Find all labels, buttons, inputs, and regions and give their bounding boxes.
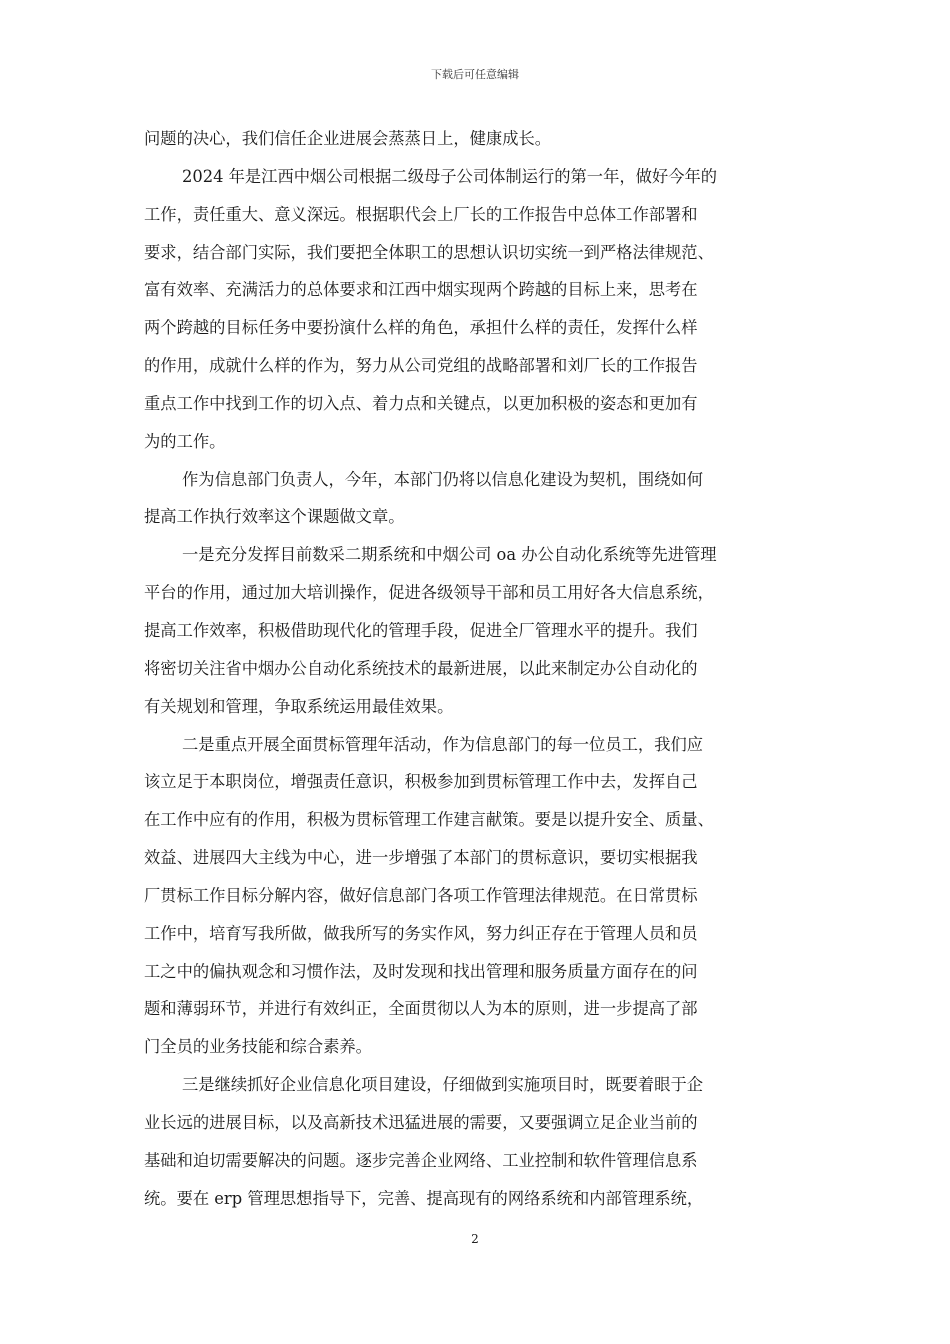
text-line: 统。要在 erp 管理思想指导下，完善、提高现有的网络系统和内部管理系统， xyxy=(144,1188,704,1208)
text-line: 该立足于本职岗位，增强责任意识，积极参加到贯标管理工作中去，发挥自己 xyxy=(144,772,698,792)
page-number: 2 xyxy=(471,1232,479,1246)
text-line: 厂贯标工作目标分解内容，做好信息部门各项工作管理法律规范。在日常贯标 xyxy=(144,885,698,905)
text-line: 业长远的进展目标，以及高新技术迅猛进展的需要，又要强调立足企业当前的 xyxy=(144,1112,698,1132)
text-line: 二是重点开展全面贯标管理年活动，作为信息部门的每一位员工，我们应 xyxy=(182,734,704,754)
text-line: 基础和迫切需要解决的问题。逐步完善企业网络、工业控制和软件管理信息系 xyxy=(144,1150,698,1170)
document-body xyxy=(144,120,808,1217)
text-line: 重点工作中找到工作的切入点、着力点和关键点，以更加积极的姿态和更加有 xyxy=(144,393,698,413)
text-line: 工作中，培育写我所做，做我所写的务实作风，努力纠正存在于管理人员和员 xyxy=(144,923,698,943)
text-line: 门全员的业务技能和综合素养。 xyxy=(144,1037,372,1057)
text-line: 提高工作执行效率这个课题做文章。 xyxy=(144,507,405,527)
text-line: 平台的作用，通过加大培训操作，促进各级领导干部和员工用好各大信息系统， xyxy=(144,583,714,603)
text-line: 要求，结合部门实际，我们要把全体职工的思想认识切实统一到严格法律规范、 xyxy=(144,242,714,262)
text-line: 工作，责任重大、意义深远。根据职代会上厂长的工作报告中总体工作部署和 xyxy=(144,204,698,224)
text-line: 2024 年是江西中烟公司根据二级母子公司体制运行的第一年，做好今年的 xyxy=(182,166,718,186)
text-line: 工之中的偏执观念和习惯作法，及时发现和找出管理和服务质量方面存在的问 xyxy=(144,961,698,981)
text-line: 问题的决心，我们信任企业进展会蒸蒸日上，健康成长。 xyxy=(144,129,552,148)
text-line: 富有效率、充满活力的总体要求和江西中烟实现两个跨越的目标上来，思考在 xyxy=(144,280,698,300)
text-line: 在工作中应有的作用，积极为贯标管理工作建言献策。要是以提升安全、质量、 xyxy=(144,810,714,830)
text-line: 为的工作。 xyxy=(144,431,226,451)
text-line: 的作用，成就什么样的作为，努力从公司党组的战略部署和刘厂长的工作报告 xyxy=(144,356,698,376)
text-line: 效益、进展四大主线为中心，进一步增强了本部门的贯标意识，要切实根据我 xyxy=(144,848,698,868)
text-line: 提高工作效率，积极借助现代化的管理手段，促进全厂管理水平的提升。我们 xyxy=(144,620,698,640)
text-line: 作为信息部门负责人，今年，本部门仍将以信息化建设为契机，围绕如何 xyxy=(182,469,704,489)
text-line: 有关规划和管理，争取系统运用最佳效果。 xyxy=(144,696,454,716)
page-header: 下载后可任意编辑 xyxy=(431,68,519,81)
text-line: 题和薄弱环节，并进行有效纠正，全面贯彻以人为本的原则，进一步提高了部 xyxy=(144,999,698,1019)
text-line: 一是充分发挥目前数采二期系统和中烟公司 oa 办公自动化系统等先进管理 xyxy=(182,545,717,565)
text-line: 三是继续抓好企业信息化项目建设，仔细做到实施项目时，既要着眼于企 xyxy=(182,1075,704,1095)
text-line: 将密切关注省中烟办公自动化系统技术的最新进展，以此来制定办公自动化的 xyxy=(144,658,698,678)
text-line: 两个跨越的目标任务中要扮演什么样的角色，承担什么样的责任，发挥什么样 xyxy=(144,318,698,338)
